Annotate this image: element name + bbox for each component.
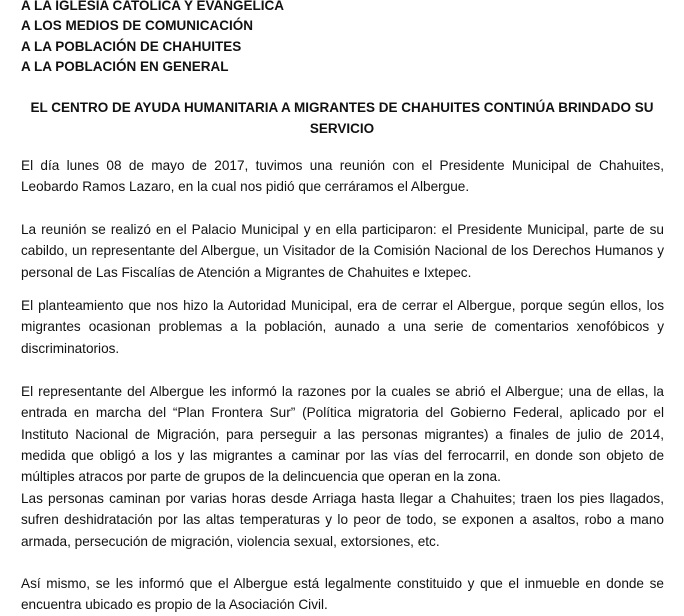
paragraph-1: El día lunes 08 de mayo de 2017, tuvimos una reunión con el Presidente Municipal de Chahuites, Leobardo Ramos Lazaro, en la cual nos pidió que cerráramos el Albergue. [21, 158, 664, 195]
paragraph-3: El planteamiento que nos hizo la Autoridad Municipal, era de cerrar el Albergue, porque según ellos, los migrantes ocasionan problemas a la población, aunado a una serie de comentarios xenofóbicos y discriminatorios. [21, 298, 664, 356]
document-title: EL CENTRO DE AYUDA HUMANITARIA A MIGRANTES DE CHAHUITES CONTINÚA BRINDADO SU SERVICIO [30, 100, 654, 136]
addressee-line-4: A LA POBLACIÓN EN GENERAL [21, 59, 229, 74]
addressee-line-1: A LA IGLESIA CATOLICA Y EVANGELICA [21, 0, 285, 13]
addressee-line-2: A LOS MEDIOS DE COMUNICACIÓN [21, 18, 254, 33]
paragraph-5: Las personas caminan por varias horas desde Arriaga hasta llegar a Chahuites; traen los pies llagados, sufren deshidratación por las altas temperaturas y lo peor de todo, se exponen a asaltos, robo a mano armada, persecución de migración, violencia sexual, extorsiones, etc. [21, 491, 664, 549]
paragraph-4: El representante del Albergue les informó la razones por la cuales se abrió el Albergue; una de ellas, la entrada en marcha del “Plan Frontera Sur” (Política migratoria del Gobierno Federal, aplicado por el Instituto Nacional de Migración, para perseguir a las personas migrantes) a finales de julio de 2014, medida que obligó a los y las migrantes a caminar por las vías del ferrocarril, en donde son objeto de múltiples atracos por parte de grupos de la delincuencia que operan en la zona. [21, 384, 664, 485]
addressee-line-3: A LA POBLACIÓN DE CHAHUITES [21, 39, 242, 54]
paragraph-6: Así mismo, se les informó que el Albergue está legalmente constituido y que el inmueble en donde se encuentra ubicado es propio de la Asociación Civil. [21, 576, 664, 613]
paragraph-2: La reunión se realizó en el Palacio Municipal y en ella participaron: el Presidente Municipal, parte de su cabildo, un representante del Albergue, un Visitador de la Comisión Nacional de los Derechos Humanos y personal de Las Fiscalías de Atención a Migrantes de Chahuites e Ixtepec. [21, 222, 664, 280]
